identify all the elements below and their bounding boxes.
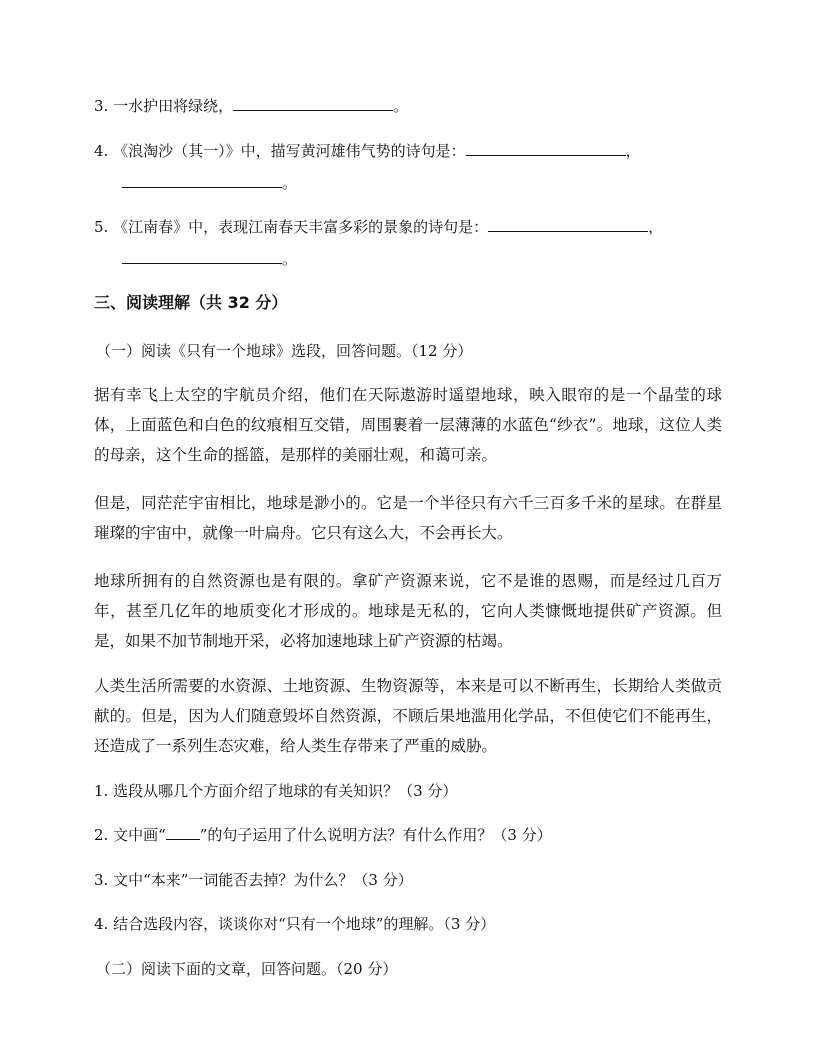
punctuation: ， [625, 142, 641, 160]
reading-question-2 [94, 825, 552, 845]
section-heading: 三、阅读理解（共 32 分） [94, 293, 288, 312]
fill-question-4-line2 [122, 172, 297, 193]
punctuation: 。 [282, 174, 298, 192]
reading-question-1: 1. 选段从哪几个方面介绍了地球的有关知识？（3 分） [94, 782, 458, 800]
fill-question-5 [94, 216, 663, 237]
question-text: ”的句子运用了什么说明方法？有什么作用？（3 分） [199, 826, 552, 844]
question-text: 4. 《浪淘沙（其一）》中，描写黄河雄伟气势的诗句是： [94, 142, 466, 160]
question-text: 3. 一水护田将绿绕， [94, 97, 234, 115]
passage-paragraph: 但是，同茫茫宇宙相比，地球是渺小的。它是一个半径只有六千三百多千米的星球。在群星璀璨的宇宙中，就像一叶扁舟。它只有这么大，不会再长大。 [94, 494, 722, 542]
fill-question-3 [94, 95, 408, 116]
question-text: 5. 《江南春》中，表现江南春天丰富多彩的景象的诗句是： [94, 218, 489, 236]
passage-paragraph: 地球所拥有的自然资源也是有限的。拿矿产资源来说，它不是谁的恩赐，而是经过几百万年，甚至几亿年的地质变化才形成的。地球是无私的，它向人类慷慨地提供矿产资源。但是，如果不加节制地开采，必将加速地球上矿产资源的枯竭。 [94, 572, 722, 650]
part-title: （二）阅读下面的文章，回答问题。（20 分） [96, 960, 398, 978]
reading-question-3: 3. 文中“本来”一词能否去掉？为什么？（3 分） [94, 871, 413, 889]
answer-blank[interactable] [488, 216, 648, 232]
punctuation: 。 [282, 250, 298, 268]
part-title: （一）阅读《只有一个地球》选段，回答问题。（12 分） [96, 342, 473, 360]
passage-paragraph: 据有幸飞上太空的宇航员介绍，他们在天际遨游时遥望地球，映入眼帘的是一个晶莹的球体，上面蓝色和白色的纹痕相互交错，周围裹着一层薄薄的水蓝色“纱衣”。地球，这位人类的母亲，这个生命的摇篮，是那样的美丽壮观，和蔼可亲。 [94, 386, 722, 464]
answer-blank[interactable] [122, 248, 282, 264]
passage-paragraph: 人类生活所需要的水资源、土地资源、生物资源等，本来是可以不断再生，长期给人类做贡献的。但是，因为人们随意毁坏自然资源，不顾后果地滥用化学品，不但使它们不能再生，还造成了一系列生态灾难，给人类生存带来了严重的威胁。 [94, 677, 722, 755]
punctuation: ， [648, 218, 664, 236]
question-text: 2. 文中画“ [94, 826, 166, 844]
fill-question-4 [94, 140, 641, 161]
answer-blank[interactable] [466, 140, 626, 156]
fill-question-5-line2 [122, 248, 297, 269]
answer-blank[interactable] [233, 95, 393, 111]
punctuation: 。 [393, 97, 409, 115]
reading-question-4: 4. 结合选段内容，谈谈你对“只有一个地球”的理解。（3 分） [94, 915, 496, 933]
answer-blank[interactable] [122, 172, 282, 188]
underline-mark [166, 825, 200, 840]
